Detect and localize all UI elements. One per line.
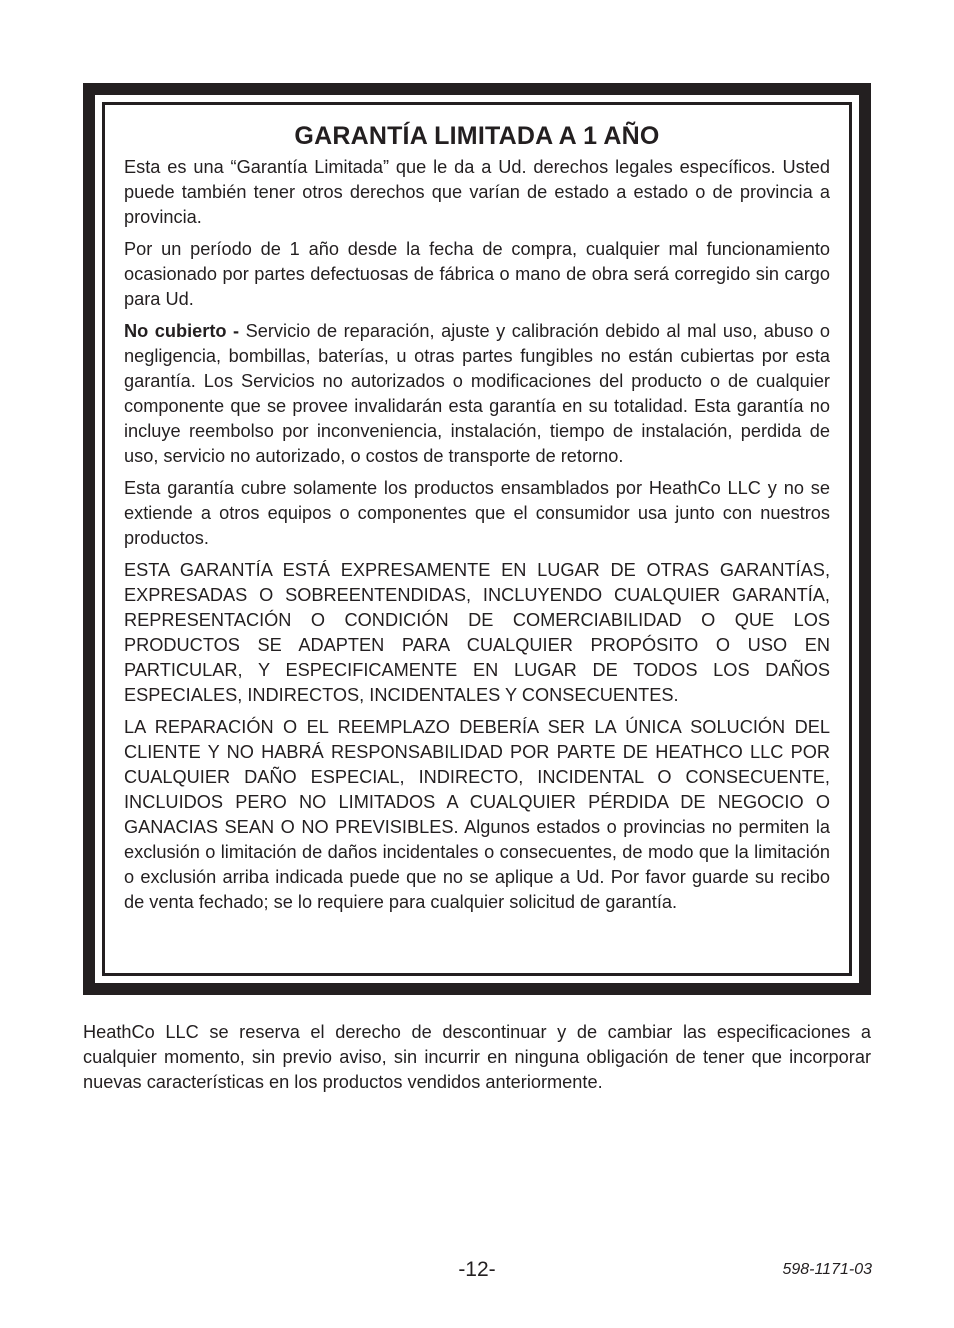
warranty-title: GARANTÍA LIMITADA A 1 AÑO <box>294 122 660 150</box>
not-covered-label: No cubierto - <box>124 321 240 341</box>
warranty-box <box>83 83 871 995</box>
warranty-disclaimer-paragraph: ESTA GARANTÍA ESTÁ EXPRESAMENTE EN LUGAR DE OTRAS GARANTÍAS, EXPRESADAS O SOBREENTENDIDAS, INCLUYENDO CUALQUIER GARANTÍA, REPRESENTACIÓN O CONDICIÓN DE COMERCIABILIDAD O QUE LOS PRODUCTOS SE ADAPTEN PARA CUALQUIER PROPÓSITO O USO EN PARTICULAR, Y ESPECIFICAMENTE EN LUGAR DE TODOS LOS DAÑOS ESPECIALES, INDIRECTOS, INCIDENTALES Y CONSECUENTES. <box>124 560 830 705</box>
footer-note: HeathCo LLC se reserva el derecho de descontinuar y de cambiar las especificaciones a cualquier momento, sin previo aviso, sin incurrir en ninguna obligación de tener que incorporar nuevas características en los productos vendidos anteriormente. <box>83 1022 871 1092</box>
not-covered-text: Servicio de reparación, ajuste y calibración debido al mal uso, abuso o negligencia, bombillas, baterías, u otras partes fungibles no están cubiertas por esta garantía. Los Servicios no autorizados o modificaciones del producto o de cualquier componente que se provee invalidarán esta garantía en su totalidad. Esta garantía no incluye reembolso por inconveniencia, instalación, tiempo de instalación, perdida de uso, servicio no autorizado, o costos de transporte de retorno. <box>124 321 830 466</box>
warranty-period-paragraph: Por un período de 1 año desde la fecha de compra, cualquier mal funcionamiento ocasionado por partes defectuosas de fábrica o mano de obra será corregido sin cargo para Ud. <box>124 239 830 309</box>
document-code: 598-1171-03 <box>782 1261 872 1278</box>
warranty-box-inner <box>102 102 852 976</box>
page-number: -12- <box>458 1258 496 1281</box>
warranty-not-covered-paragraph <box>124 319 830 469</box>
warranty-scope-paragraph: Esta garantía cubre solamente los productos ensamblados por HeathCo LLC y no se extiende a otros equipos o componentes que el consumidor usa junto con nuestros productos. <box>124 478 830 548</box>
warranty-remedy-paragraph <box>124 715 830 915</box>
remedy-text: Algunos estados o provincias no permiten la exclusión o limitación de daños incidentales o consecuentes, de modo que la limitación o exclusión arriba indicada puede que no se aplique a Ud. Por favor guarde su recibo de venta fechado; se lo requiere para cualquier solicitud de garantía. <box>124 817 830 912</box>
warranty-intro-paragraph: Esta es una “Garantía Limitada” que le da a Ud. derechos legales específicos. Usted puede también tener otros derechos que varían de estado a estado o de provincia a provincia. <box>124 157 830 227</box>
warranty-box-gap <box>95 95 859 983</box>
remedy-caps-text: LA REPARACIÓN O EL REEMPLAZO DEBERÍA SER LA ÚNICA SOLUCIÓN DEL CLIENTE Y NO HABRÁ RESPONSABILIDAD POR PARTE DE HEATHCO LLC POR CUALQUIER DAÑO ESPECIAL, INDIRECTO, INCIDENTAL O CONSECUENTE, INCLUIDOS PERO NO LIMITADOS A CUALQUIER PÉRDIDA DE NEGOCIO O GANACIAS SEAN O NO PREVISIBLES. <box>124 717 830 837</box>
